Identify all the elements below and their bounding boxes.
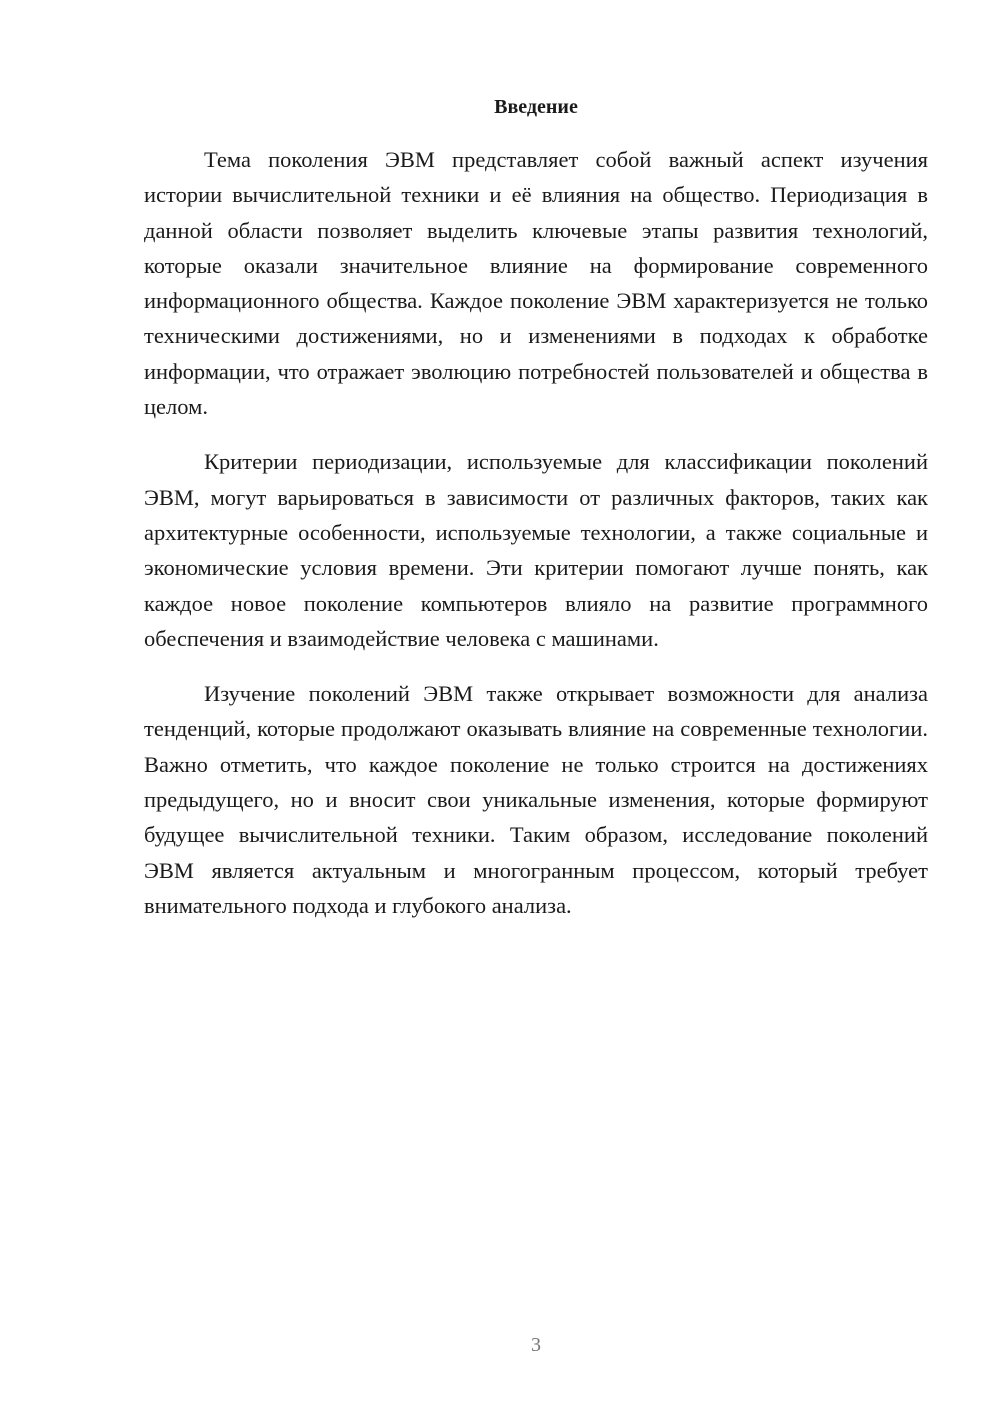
paragraph: Критерии периодизации, используемые для классификации поколений ЭВМ, могут варьироваться в зависимости от различных факторов, таких как архитектурные особенности, используемые технологии, а также социальные и экономические условия времени. Эти критерии помогают лучше понять, как каждое новое поколение компьютеров влияло на развитие программного обеспечения и взаимодействие человека с машинами. — [144, 449, 928, 651]
page-title: Введение — [494, 96, 578, 118]
document-body — [144, 142, 928, 943]
paragraph: Изучение поколений ЭВМ также открывает возможности для анализа тенденций, которые продолжают оказывать влияние на современные технологии. Важно отметить, что каждое поколение не только строится на достижениях предыдущего, но и вносит свои уникальные изменения, которые формируют будущее вычислительной техники. Таким образом, исследование поколений ЭВМ является актуальным и многогранным процессом, который требует внимательного подхода и глубокого анализа. — [144, 681, 928, 918]
paragraph: Тема поколения ЭВМ представляет собой важный аспект изучения истории вычислительной техники и её влияния на общество. Периодизация в данной области позволяет выделить ключевые этапы развития технологий, которые оказали значительное влияние на формирование современного информационного общества. Каждое поколение ЭВМ характеризуется не только техническими достижениями, но и изменениями в подходах к обработке информации, что отражает эволюцию потребностей пользователей и общества в целом. — [144, 147, 928, 420]
page-number: 3 — [531, 1334, 541, 1356]
